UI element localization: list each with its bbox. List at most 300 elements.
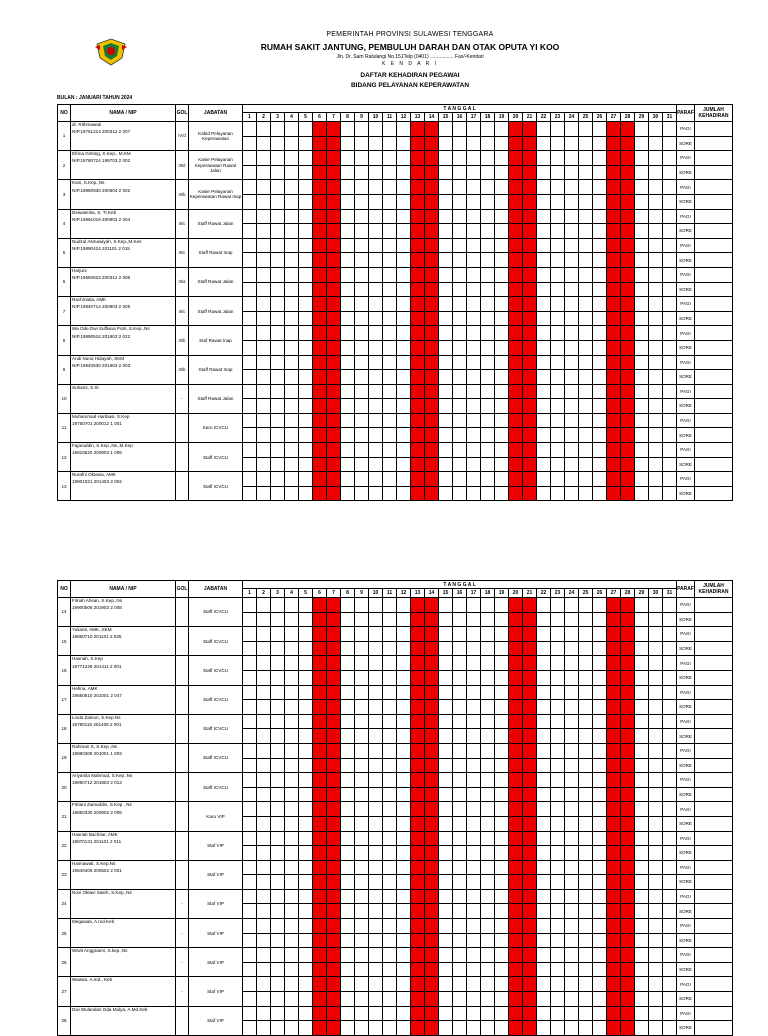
attendance-cell[interactable]	[663, 919, 677, 934]
attendance-cell[interactable]	[257, 656, 271, 671]
attendance-cell[interactable]	[257, 180, 271, 195]
attendance-cell[interactable]	[663, 816, 677, 831]
attendance-cell[interactable]	[285, 384, 299, 399]
attendance-cell[interactable]	[313, 370, 327, 385]
attendance-cell[interactable]	[621, 165, 635, 180]
attendance-cell[interactable]	[453, 787, 467, 802]
attendance-cell[interactable]	[313, 948, 327, 963]
attendance-cell[interactable]	[635, 165, 649, 180]
attendance-cell[interactable]	[663, 729, 677, 744]
attendance-cell[interactable]	[243, 598, 257, 613]
attendance-cell[interactable]	[495, 238, 509, 253]
attendance-cell[interactable]	[509, 1021, 523, 1036]
attendance-cell[interactable]	[663, 627, 677, 642]
attendance-cell[interactable]	[243, 904, 257, 919]
attendance-cell[interactable]	[425, 472, 439, 487]
attendance-cell[interactable]	[397, 428, 411, 443]
attendance-cell[interactable]	[439, 282, 453, 297]
attendance-cell[interactable]	[467, 948, 481, 963]
attendance-cell[interactable]	[299, 1021, 313, 1036]
attendance-cell[interactable]	[285, 729, 299, 744]
jumlah-cell[interactable]	[695, 773, 733, 788]
attendance-cell[interactable]	[383, 282, 397, 297]
attendance-cell[interactable]	[495, 816, 509, 831]
attendance-cell[interactable]	[593, 816, 607, 831]
attendance-cell[interactable]	[565, 399, 579, 414]
attendance-cell[interactable]	[523, 612, 537, 627]
attendance-cell[interactable]	[453, 180, 467, 195]
attendance-cell[interactable]	[369, 962, 383, 977]
attendance-cell[interactable]	[257, 743, 271, 758]
attendance-cell[interactable]	[467, 758, 481, 773]
jumlah-cell[interactable]	[695, 1006, 733, 1021]
attendance-cell[interactable]	[411, 875, 425, 890]
attendance-cell[interactable]	[537, 714, 551, 729]
attendance-cell[interactable]	[509, 370, 523, 385]
attendance-cell[interactable]	[327, 136, 341, 151]
attendance-cell[interactable]	[481, 384, 495, 399]
attendance-cell[interactable]	[271, 180, 285, 195]
attendance-cell[interactable]	[453, 267, 467, 282]
attendance-cell[interactable]	[425, 816, 439, 831]
attendance-cell[interactable]	[509, 919, 523, 934]
attendance-cell[interactable]	[355, 384, 369, 399]
attendance-cell[interactable]	[579, 165, 593, 180]
attendance-cell[interactable]	[495, 933, 509, 948]
attendance-cell[interactable]	[663, 384, 677, 399]
attendance-cell[interactable]	[523, 846, 537, 861]
attendance-cell[interactable]	[439, 773, 453, 788]
attendance-cell[interactable]	[579, 714, 593, 729]
attendance-cell[interactable]	[663, 486, 677, 501]
attendance-cell[interactable]	[593, 413, 607, 428]
attendance-cell[interactable]	[341, 743, 355, 758]
attendance-cell[interactable]	[509, 685, 523, 700]
attendance-cell[interactable]	[313, 612, 327, 627]
attendance-cell[interactable]	[439, 743, 453, 758]
attendance-cell[interactable]	[271, 802, 285, 817]
attendance-cell[interactable]	[579, 816, 593, 831]
attendance-cell[interactable]	[243, 948, 257, 963]
attendance-cell[interactable]	[243, 846, 257, 861]
attendance-cell[interactable]	[663, 428, 677, 443]
attendance-cell[interactable]	[607, 224, 621, 239]
attendance-cell[interactable]	[607, 656, 621, 671]
jumlah-cell[interactable]	[695, 641, 733, 656]
attendance-cell[interactable]	[621, 933, 635, 948]
attendance-cell[interactable]	[467, 627, 481, 642]
attendance-cell[interactable]	[397, 311, 411, 326]
attendance-cell[interactable]	[621, 758, 635, 773]
attendance-cell[interactable]	[523, 326, 537, 341]
attendance-cell[interactable]	[439, 802, 453, 817]
attendance-cell[interactable]	[621, 714, 635, 729]
attendance-cell[interactable]	[537, 326, 551, 341]
attendance-cell[interactable]	[285, 370, 299, 385]
attendance-cell[interactable]	[467, 136, 481, 151]
attendance-cell[interactable]	[537, 340, 551, 355]
attendance-cell[interactable]	[453, 816, 467, 831]
attendance-cell[interactable]	[663, 758, 677, 773]
attendance-cell[interactable]	[467, 992, 481, 1007]
attendance-cell[interactable]	[369, 194, 383, 209]
attendance-cell[interactable]	[579, 136, 593, 151]
attendance-cell[interactable]	[481, 238, 495, 253]
attendance-cell[interactable]	[411, 472, 425, 487]
attendance-cell[interactable]	[243, 267, 257, 282]
attendance-cell[interactable]	[327, 919, 341, 934]
attendance-cell[interactable]	[607, 700, 621, 715]
attendance-cell[interactable]	[635, 670, 649, 685]
attendance-cell[interactable]	[355, 151, 369, 166]
attendance-cell[interactable]	[593, 656, 607, 671]
attendance-cell[interactable]	[383, 816, 397, 831]
attendance-cell[interactable]	[327, 311, 341, 326]
attendance-cell[interactable]	[411, 962, 425, 977]
attendance-cell[interactable]	[579, 802, 593, 817]
attendance-cell[interactable]	[285, 743, 299, 758]
attendance-cell[interactable]	[537, 136, 551, 151]
attendance-cell[interactable]	[313, 641, 327, 656]
attendance-cell[interactable]	[495, 428, 509, 443]
attendance-cell[interactable]	[243, 802, 257, 817]
attendance-cell[interactable]	[565, 714, 579, 729]
attendance-cell[interactable]	[621, 612, 635, 627]
attendance-cell[interactable]	[621, 729, 635, 744]
attendance-cell[interactable]	[495, 846, 509, 861]
attendance-cell[interactable]	[439, 685, 453, 700]
attendance-cell[interactable]	[551, 122, 565, 137]
attendance-cell[interactable]	[565, 670, 579, 685]
attendance-cell[interactable]	[509, 413, 523, 428]
attendance-cell[interactable]	[257, 919, 271, 934]
attendance-cell[interactable]	[537, 612, 551, 627]
attendance-cell[interactable]	[635, 297, 649, 312]
attendance-cell[interactable]	[537, 948, 551, 963]
attendance-cell[interactable]	[663, 297, 677, 312]
attendance-cell[interactable]	[369, 267, 383, 282]
attendance-cell[interactable]	[355, 136, 369, 151]
attendance-cell[interactable]	[565, 253, 579, 268]
attendance-cell[interactable]	[257, 384, 271, 399]
attendance-cell[interactable]	[341, 1021, 355, 1036]
attendance-cell[interactable]	[439, 151, 453, 166]
attendance-cell[interactable]	[523, 443, 537, 458]
attendance-cell[interactable]	[551, 729, 565, 744]
attendance-cell[interactable]	[565, 743, 579, 758]
jumlah-cell[interactable]	[695, 413, 733, 428]
attendance-cell[interactable]	[551, 413, 565, 428]
attendance-cell[interactable]	[579, 209, 593, 224]
attendance-cell[interactable]	[509, 860, 523, 875]
attendance-cell[interactable]	[649, 413, 663, 428]
attendance-cell[interactable]	[425, 977, 439, 992]
attendance-cell[interactable]	[621, 846, 635, 861]
jumlah-cell[interactable]	[695, 443, 733, 458]
attendance-cell[interactable]	[453, 443, 467, 458]
jumlah-cell[interactable]	[695, 962, 733, 977]
attendance-cell[interactable]	[467, 238, 481, 253]
attendance-cell[interactable]	[299, 151, 313, 166]
attendance-cell[interactable]	[593, 472, 607, 487]
attendance-cell[interactable]	[383, 875, 397, 890]
attendance-cell[interactable]	[509, 428, 523, 443]
attendance-cell[interactable]	[495, 729, 509, 744]
attendance-cell[interactable]	[271, 743, 285, 758]
attendance-cell[interactable]	[481, 297, 495, 312]
attendance-cell[interactable]	[551, 136, 565, 151]
attendance-cell[interactable]	[369, 151, 383, 166]
attendance-cell[interactable]	[355, 729, 369, 744]
attendance-cell[interactable]	[383, 831, 397, 846]
attendance-cell[interactable]	[313, 714, 327, 729]
attendance-cell[interactable]	[327, 685, 341, 700]
attendance-cell[interactable]	[649, 714, 663, 729]
attendance-cell[interactable]	[481, 846, 495, 861]
attendance-cell[interactable]	[327, 282, 341, 297]
jumlah-cell[interactable]	[695, 933, 733, 948]
attendance-cell[interactable]	[635, 282, 649, 297]
attendance-cell[interactable]	[285, 1021, 299, 1036]
attendance-cell[interactable]	[481, 253, 495, 268]
attendance-cell[interactable]	[509, 486, 523, 501]
attendance-cell[interactable]	[285, 297, 299, 312]
attendance-cell[interactable]	[243, 224, 257, 239]
attendance-cell[interactable]	[355, 612, 369, 627]
attendance-cell[interactable]	[299, 384, 313, 399]
attendance-cell[interactable]	[495, 326, 509, 341]
attendance-cell[interactable]	[593, 428, 607, 443]
attendance-cell[interactable]	[271, 355, 285, 370]
attendance-cell[interactable]	[453, 860, 467, 875]
attendance-cell[interactable]	[649, 670, 663, 685]
attendance-cell[interactable]	[327, 700, 341, 715]
attendance-cell[interactable]	[607, 933, 621, 948]
attendance-cell[interactable]	[621, 656, 635, 671]
attendance-cell[interactable]	[523, 714, 537, 729]
attendance-cell[interactable]	[537, 428, 551, 443]
attendance-cell[interactable]	[327, 122, 341, 137]
attendance-cell[interactable]	[355, 773, 369, 788]
attendance-cell[interactable]	[579, 889, 593, 904]
attendance-cell[interactable]	[663, 831, 677, 846]
attendance-cell[interactable]	[355, 714, 369, 729]
attendance-cell[interactable]	[663, 194, 677, 209]
attendance-cell[interactable]	[411, 670, 425, 685]
attendance-cell[interactable]	[397, 413, 411, 428]
attendance-cell[interactable]	[313, 787, 327, 802]
attendance-cell[interactable]	[467, 326, 481, 341]
attendance-cell[interactable]	[495, 670, 509, 685]
attendance-cell[interactable]	[285, 904, 299, 919]
attendance-cell[interactable]	[509, 355, 523, 370]
attendance-cell[interactable]	[355, 428, 369, 443]
attendance-cell[interactable]	[299, 413, 313, 428]
attendance-cell[interactable]	[495, 311, 509, 326]
attendance-cell[interactable]	[635, 457, 649, 472]
attendance-cell[interactable]	[355, 685, 369, 700]
attendance-cell[interactable]	[397, 773, 411, 788]
attendance-cell[interactable]	[341, 904, 355, 919]
attendance-cell[interactable]	[495, 165, 509, 180]
attendance-cell[interactable]	[439, 457, 453, 472]
attendance-cell[interactable]	[607, 992, 621, 1007]
attendance-cell[interactable]	[593, 238, 607, 253]
attendance-cell[interactable]	[313, 326, 327, 341]
attendance-cell[interactable]	[397, 384, 411, 399]
attendance-cell[interactable]	[523, 743, 537, 758]
attendance-cell[interactable]	[355, 267, 369, 282]
attendance-cell[interactable]	[593, 598, 607, 613]
attendance-cell[interactable]	[299, 326, 313, 341]
attendance-cell[interactable]	[551, 598, 565, 613]
attendance-cell[interactable]	[397, 253, 411, 268]
attendance-cell[interactable]	[593, 1006, 607, 1021]
attendance-cell[interactable]	[537, 1006, 551, 1021]
attendance-cell[interactable]	[369, 670, 383, 685]
attendance-cell[interactable]	[313, 685, 327, 700]
attendance-cell[interactable]	[593, 136, 607, 151]
attendance-cell[interactable]	[593, 714, 607, 729]
attendance-cell[interactable]	[635, 889, 649, 904]
attendance-cell[interactable]	[565, 282, 579, 297]
attendance-cell[interactable]	[495, 443, 509, 458]
attendance-cell[interactable]	[649, 875, 663, 890]
attendance-cell[interactable]	[383, 889, 397, 904]
attendance-cell[interactable]	[257, 860, 271, 875]
attendance-cell[interactable]	[397, 224, 411, 239]
attendance-cell[interactable]	[397, 729, 411, 744]
attendance-cell[interactable]	[271, 340, 285, 355]
attendance-cell[interactable]	[299, 977, 313, 992]
attendance-cell[interactable]	[299, 253, 313, 268]
attendance-cell[interactable]	[537, 370, 551, 385]
attendance-cell[interactable]	[467, 962, 481, 977]
attendance-cell[interactable]	[509, 758, 523, 773]
attendance-cell[interactable]	[271, 224, 285, 239]
attendance-cell[interactable]	[649, 1021, 663, 1036]
attendance-cell[interactable]	[243, 311, 257, 326]
attendance-cell[interactable]	[509, 443, 523, 458]
attendance-cell[interactable]	[635, 413, 649, 428]
attendance-cell[interactable]	[495, 209, 509, 224]
attendance-cell[interactable]	[439, 340, 453, 355]
attendance-cell[interactable]	[369, 685, 383, 700]
attendance-cell[interactable]	[635, 122, 649, 137]
attendance-cell[interactable]	[411, 977, 425, 992]
attendance-cell[interactable]	[355, 846, 369, 861]
attendance-cell[interactable]	[495, 151, 509, 166]
attendance-cell[interactable]	[355, 743, 369, 758]
attendance-cell[interactable]	[341, 933, 355, 948]
attendance-cell[interactable]	[425, 457, 439, 472]
attendance-cell[interactable]	[243, 787, 257, 802]
attendance-cell[interactable]	[411, 889, 425, 904]
attendance-cell[interactable]	[411, 992, 425, 1007]
attendance-cell[interactable]	[439, 370, 453, 385]
attendance-cell[interactable]	[313, 136, 327, 151]
attendance-cell[interactable]	[411, 224, 425, 239]
attendance-cell[interactable]	[369, 486, 383, 501]
jumlah-cell[interactable]	[695, 384, 733, 399]
attendance-cell[interactable]	[243, 384, 257, 399]
attendance-cell[interactable]	[243, 282, 257, 297]
attendance-cell[interactable]	[551, 282, 565, 297]
attendance-cell[interactable]	[467, 816, 481, 831]
attendance-cell[interactable]	[271, 399, 285, 414]
attendance-cell[interactable]	[271, 413, 285, 428]
attendance-cell[interactable]	[509, 340, 523, 355]
attendance-cell[interactable]	[635, 384, 649, 399]
attendance-cell[interactable]	[607, 384, 621, 399]
attendance-cell[interactable]	[313, 729, 327, 744]
attendance-cell[interactable]	[369, 992, 383, 1007]
attendance-cell[interactable]	[327, 355, 341, 370]
attendance-cell[interactable]	[607, 787, 621, 802]
attendance-cell[interactable]	[369, 180, 383, 195]
attendance-cell[interactable]	[271, 151, 285, 166]
attendance-cell[interactable]	[453, 641, 467, 656]
attendance-cell[interactable]	[313, 165, 327, 180]
attendance-cell[interactable]	[439, 180, 453, 195]
attendance-cell[interactable]	[411, 253, 425, 268]
attendance-cell[interactable]	[355, 904, 369, 919]
attendance-cell[interactable]	[579, 413, 593, 428]
attendance-cell[interactable]	[355, 326, 369, 341]
attendance-cell[interactable]	[635, 919, 649, 934]
attendance-cell[interactable]	[467, 700, 481, 715]
attendance-cell[interactable]	[299, 962, 313, 977]
attendance-cell[interactable]	[467, 443, 481, 458]
attendance-cell[interactable]	[397, 787, 411, 802]
attendance-cell[interactable]	[565, 860, 579, 875]
jumlah-cell[interactable]	[695, 816, 733, 831]
attendance-cell[interactable]	[481, 802, 495, 817]
attendance-cell[interactable]	[453, 598, 467, 613]
jumlah-cell[interactable]	[695, 238, 733, 253]
attendance-cell[interactable]	[635, 253, 649, 268]
attendance-cell[interactable]	[243, 816, 257, 831]
attendance-cell[interactable]	[551, 180, 565, 195]
attendance-cell[interactable]	[607, 670, 621, 685]
attendance-cell[interactable]	[453, 627, 467, 642]
attendance-cell[interactable]	[565, 729, 579, 744]
attendance-cell[interactable]	[467, 165, 481, 180]
attendance-cell[interactable]	[355, 311, 369, 326]
attendance-cell[interactable]	[453, 136, 467, 151]
attendance-cell[interactable]	[495, 122, 509, 137]
attendance-cell[interactable]	[355, 209, 369, 224]
attendance-cell[interactable]	[285, 457, 299, 472]
attendance-cell[interactable]	[551, 641, 565, 656]
attendance-cell[interactable]	[593, 685, 607, 700]
attendance-cell[interactable]	[285, 641, 299, 656]
attendance-cell[interactable]	[579, 758, 593, 773]
attendance-cell[interactable]	[425, 714, 439, 729]
attendance-cell[interactable]	[313, 253, 327, 268]
attendance-cell[interactable]	[537, 253, 551, 268]
attendance-cell[interactable]	[551, 962, 565, 977]
attendance-cell[interactable]	[397, 194, 411, 209]
attendance-cell[interactable]	[565, 889, 579, 904]
attendance-cell[interactable]	[593, 846, 607, 861]
attendance-cell[interactable]	[327, 627, 341, 642]
attendance-cell[interactable]	[285, 355, 299, 370]
attendance-cell[interactable]	[327, 933, 341, 948]
attendance-cell[interactable]	[551, 297, 565, 312]
attendance-cell[interactable]	[271, 875, 285, 890]
attendance-cell[interactable]	[425, 627, 439, 642]
